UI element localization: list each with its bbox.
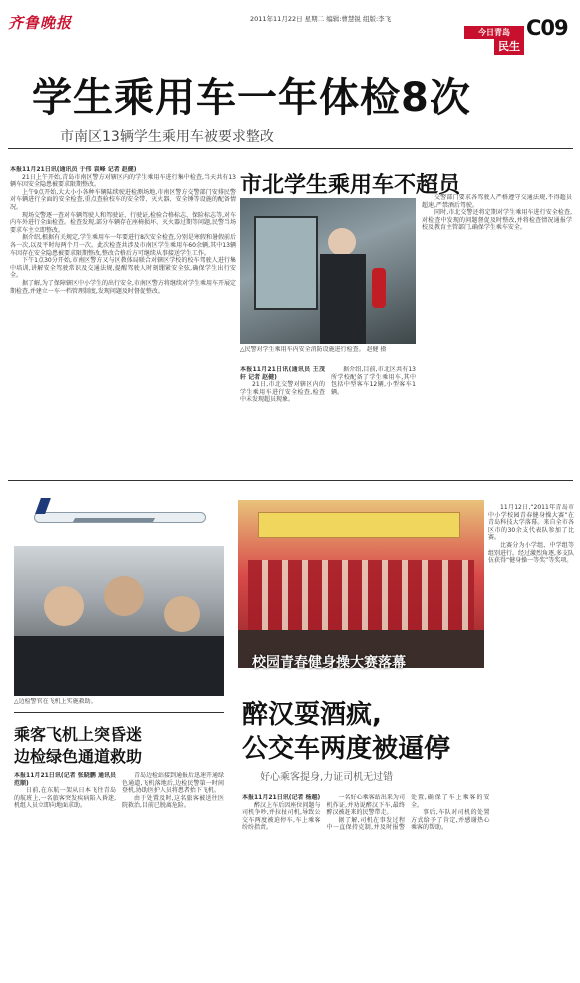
story3-para: 由于处置及时,这名旅客被送往医院救治,目前已脱离危险。 (122, 794, 224, 810)
story4-para: 比赛分为小学组、中学组等组别进行。经过激烈角逐,多支队伍获得“健身操一等奖”等奖项。 (488, 541, 574, 565)
airplane-photo (14, 490, 224, 540)
story3-body (14, 772, 224, 976)
story5-para: 据了解,司机在事发过程中一直保持克制,并及时报警处置,确保了车上乘客的安全。 (326, 794, 490, 832)
story3-photo-caption: △边检警官在飞机上实施救助。 (14, 698, 97, 705)
story5-body (242, 794, 574, 976)
rule-story3 (14, 712, 224, 713)
story5-headline2: 公交车两度被逼停 (242, 734, 451, 764)
story5-subhead: 好心乘客提身,力证司机无过错 (260, 772, 394, 783)
newspaper-logo: 齐鲁晚报 (8, 14, 73, 32)
story3-headline: 乘客飞机上突昏迷 (14, 725, 143, 744)
story2-body (240, 366, 416, 470)
story1-body (10, 166, 236, 500)
story2-para: 据介绍,目前,市北区共有13所学校配备了学生乘用车,其中包括中型客车12辆,小型客车1辆。 (331, 366, 416, 396)
story1-headline: 学生乘用车一年体检8次 (32, 75, 471, 121)
story1-para: 据了解,为了保障辖区中小学生的出行安全,市南区警方将继续对学生乘用车开展定期检查,并建立一车一档管理制度,发现问题及时督促整改。 (10, 279, 236, 295)
masthead (0, 0, 580, 56)
story2-para: 同时,市北交警还将定期对学生乘用车进行安全检查,对检查中发现的问题督促及时整改,并将检查情况通报学校及教育主管部门,确保学生乘车安全。 (422, 209, 572, 232)
story1-para: 下午1点30分开始,市南区警方又与区教体局联合对辖区学校的校车驾驶人进行集中培训,讲解安全驾驶常识及交通法规,提醒驾驶人时刻绷紧安全弦,确保学生出行安全。 (10, 257, 236, 280)
story5-byline: 本报11月21日讯(记者 杨越) (242, 794, 321, 801)
section-label: 民生 (494, 39, 524, 55)
story4-para: 11月12日,“2011年青岛市中小学校园青春健身操大赛”在青岛科技大学落幕。来自全市各区市的30余支代表队参加了比赛。 (488, 504, 574, 542)
story2-byline: 本报11月21日讯(通讯员 王茂轩 记者 赵健) (240, 366, 325, 381)
story5-para: 一名好心乘客站出来为司机作证,并劝说醉汉下车,最终醉汉被赶来的民警带走。 (326, 794, 405, 817)
story3-headline2: 边检绿色通道救助 (14, 747, 143, 766)
story4-body (488, 504, 574, 668)
story5-para: 醉汉上车后因座位问题与司机争吵,并拉扯司机,导致公交车两度被迫停车,车上乘客纷纷指责。 (242, 801, 321, 832)
cabin-rescue-photo (14, 546, 224, 696)
story1-byline: 本报11月21日讯(通讯员 于伟 袁峰 记者 赵健) (10, 166, 137, 173)
page-number: C09 (526, 16, 568, 40)
story3-byline: 本报11月21日讯(记者 张晓鹏 通讯员 范顺) (14, 772, 116, 787)
story4-photo-caption: 校园青春健身操大赛落幕 (252, 655, 406, 671)
story2-para: 交警部门要求各驾驶人严格遵守交通法规,不得超员超速,严禁酒后驾驶。 (422, 194, 572, 209)
story3-para: 日前,在东航一架从日本飞往青岛的航班上,一名旅客突发疾病陷入昏迷,机组人员立即向地面求助。 (14, 787, 116, 810)
section-top-label: 今日青岛 (464, 26, 524, 39)
story2-photo-caption: △民警对学生乘用车内安全消防设施进行检查。 赵健 摄 (240, 346, 387, 353)
story1-para: 上午9点开始,大大小小各种车辆陆续驶进检测场地,市南区警方交警部门安排民警对车辆进行全面的安全检查,重点查验校车的安全带、灭火器、安全锤等设施的配备情况。 (10, 188, 236, 211)
date-line: 2011年11月22日 星期二 编辑:曹慧锐 组版:李飞 (250, 15, 392, 23)
story1-para: 现场交警逐一查对车辆驾驶人和驾驶证、行驶证,检验合格标志、保险标志等,对车内车外进行全面检查。检查发现,部分车辆存在座椅损坏、灭火器过期等问题,民警当场要求车主立即整改。 (10, 211, 236, 234)
story2-headline: 市北学生乘用车不超员 (240, 173, 461, 198)
bus-inspection-photo (240, 198, 416, 344)
rule-mid (8, 480, 573, 481)
story2-para: 21日,市北交警对辖区内的学生乘用车进行安全检查,检查中未发现超员现象。 (240, 381, 325, 404)
story2-body-right (422, 194, 572, 470)
story5-para: 事后,车队对司机的处置方式给予了肯定,并感谢热心乘客的帮助。 (411, 809, 490, 832)
story1-subhead: 市南区13辆学生乘用车被要求整改 (60, 129, 274, 145)
rule-top (8, 148, 573, 149)
cheer-contest-photo (238, 500, 484, 668)
story5-headline: 醉汉耍酒疯, (242, 700, 382, 730)
story3-para: 青岛边检站接到通报后迅速开通绿色通道,飞机落地后,边检民警第一时间登机,协助医护人员将患者抬下飞机。 (122, 772, 224, 795)
story1-para: 21日上午开始,青岛市南区警方对辖区内的学生乘用车进行集中检查,当天共有13辆车因安全隐患被要求限期整改。 (10, 173, 236, 189)
story1-para: 据介绍,根据有关规定,学生乘用车一年要进行8次安全检查,分别是寒假和暑假前后各一次,以及平时每两个月一次。此次检查共涉及市南区学生乘用车60余辆,其中13辆车因存在安全隐患被要求限期整改,整改合格后方可继续从事接送学生工作。 (10, 234, 236, 257)
